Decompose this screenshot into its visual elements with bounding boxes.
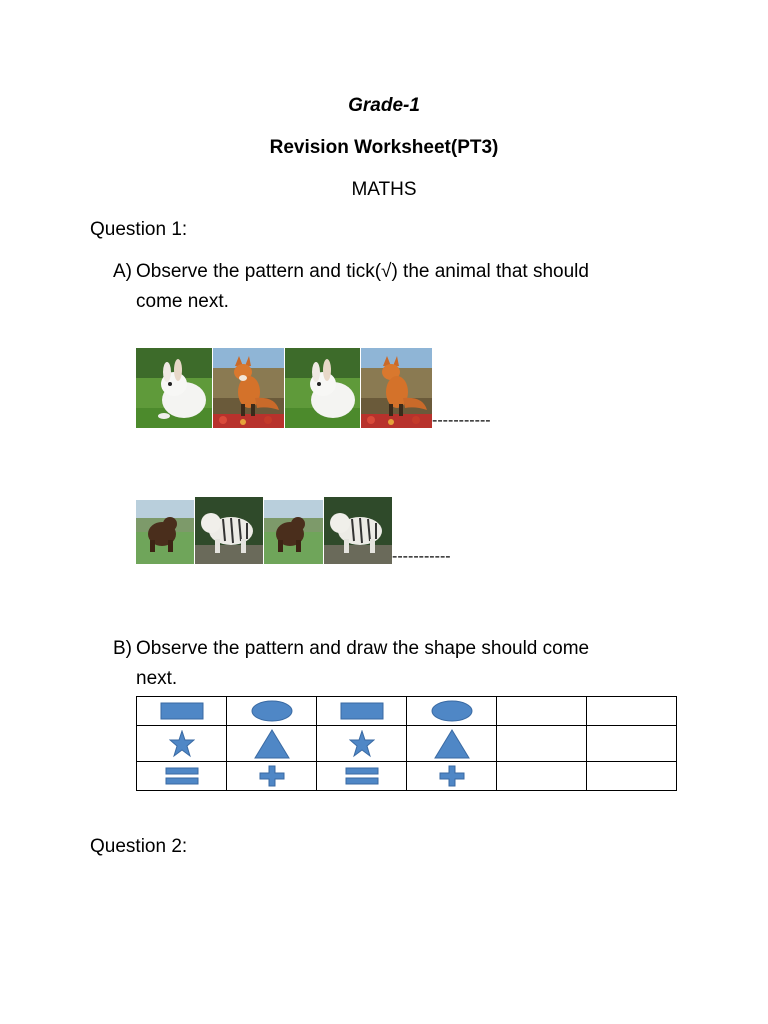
answer-cell[interactable]: [587, 726, 677, 762]
oval-shape: [430, 700, 474, 722]
answer-cell[interactable]: [587, 697, 677, 726]
question-1a-instruction: [113, 257, 589, 317]
answer-blank-row1[interactable]: -----------: [432, 412, 491, 429]
worksheet-subject: MATHS: [351, 179, 417, 200]
worksheet-subtitle: Revision Worksheet(PT3): [269, 137, 499, 158]
rectangle-shape: [160, 701, 204, 721]
shape-cell: [407, 762, 497, 791]
question-1a-marker: A): [113, 261, 132, 282]
question-1b-line1: Observe the pattern and draw the shape should come: [136, 638, 590, 659]
shape-cell: [137, 697, 227, 726]
white-tiger-image: [195, 497, 263, 564]
plus-shape: [439, 765, 465, 787]
shape-cell: [137, 762, 227, 791]
question-1b-instruction: [113, 634, 589, 694]
worksheet-grade-title: Grade-1: [348, 95, 420, 116]
question-1b-line2: next.: [136, 668, 178, 689]
question-2-label: Question 2:: [90, 836, 188, 857]
question-1a-line1: Observe the pattern and tick(√) the animal that should: [136, 261, 589, 282]
triangle-shape: [434, 729, 470, 759]
rabbit-image: [285, 348, 360, 428]
shape-cell: [407, 697, 497, 726]
star-shape: [349, 730, 375, 758]
bear-image: [264, 500, 323, 564]
shape-cell: [317, 762, 407, 791]
question-1a-line2: come next.: [136, 291, 229, 312]
equals-shape: [345, 765, 379, 787]
answer-cell[interactable]: [587, 762, 677, 791]
shape-cell: [317, 697, 407, 726]
bear-image: [136, 500, 194, 564]
shape-cell: [227, 697, 317, 726]
star-shape: [169, 730, 195, 758]
oval-shape: [250, 700, 294, 722]
shape-cell: [407, 726, 497, 762]
fox-image: [361, 348, 432, 428]
triangle-shape: [254, 729, 290, 759]
shape-pattern-table: [136, 696, 677, 791]
plus-shape: [259, 765, 285, 787]
white-tiger-image: [324, 497, 392, 564]
question-1b-marker: B): [113, 638, 132, 659]
answer-cell[interactable]: [497, 762, 587, 791]
fox-image: [213, 348, 284, 428]
answer-cell[interactable]: [497, 726, 587, 762]
answer-blank-row2[interactable]: -----------: [392, 548, 451, 565]
question-1-label: Question 1:: [90, 219, 188, 240]
shape-cell: [227, 726, 317, 762]
rectangle-shape: [340, 701, 384, 721]
shape-cell: [137, 726, 227, 762]
equals-shape: [165, 765, 199, 787]
answer-cell[interactable]: [497, 697, 587, 726]
rabbit-image: [136, 348, 212, 428]
shape-cell: [227, 762, 317, 791]
shape-cell: [317, 726, 407, 762]
